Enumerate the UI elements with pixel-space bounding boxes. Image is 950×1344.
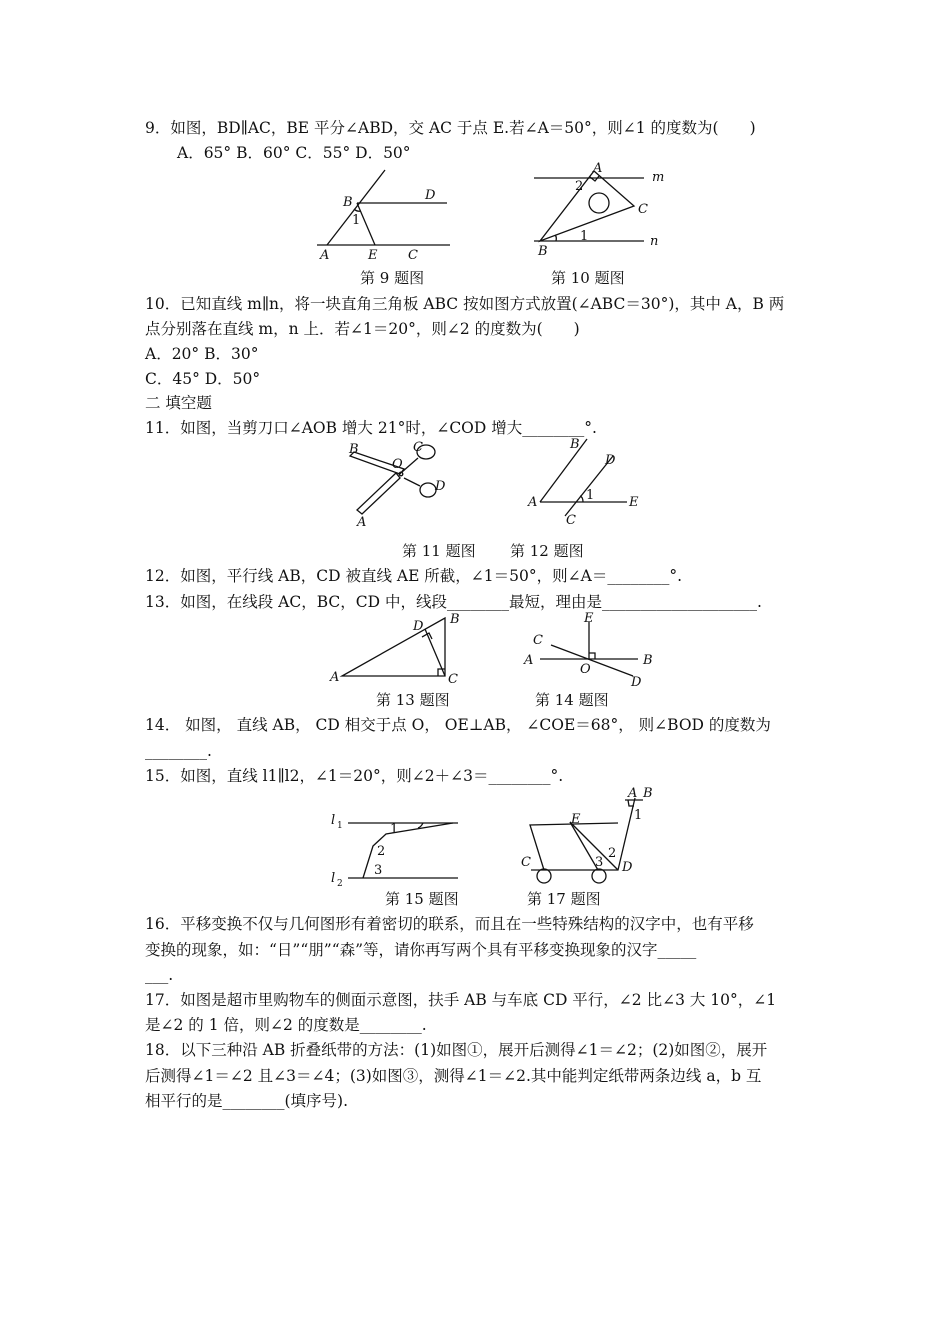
wheel-left — [537, 869, 551, 883]
figure-14 — [523, 610, 663, 690]
label-c: C — [408, 248, 418, 263]
q10-options-1: A．20° B．30° — [145, 345, 259, 363]
label-b: B — [538, 244, 548, 259]
angle-1-arc — [418, 823, 423, 828]
label-o: O — [580, 662, 591, 677]
label-c: C — [448, 672, 458, 687]
q18-line-1: 18．以下三种沿 AB 折叠纸带的方法：(1)如图①，展开后测得∠1＝∠2；(2)如图②，展开 — [145, 1041, 768, 1059]
caption-figure-12: 第 12 题图 — [510, 542, 584, 560]
label-a: A — [320, 248, 330, 263]
q18-line-3: 相平行的是________(填序号). — [145, 1092, 349, 1110]
label-3: 3 — [595, 855, 604, 870]
q15-stem: 15．如图，直线 l1∥l2，∠1＝20°，则∠2＋∠3＝________°. — [145, 767, 564, 785]
figure-17 — [515, 785, 660, 890]
label-b: B — [570, 437, 580, 452]
caption-figure-10: 第 10 题图 — [551, 269, 625, 287]
label-a: A — [528, 495, 538, 510]
label-m: m — [652, 170, 665, 185]
label-d: D — [425, 188, 436, 203]
q13-stem: 13．如图，在线段 AC，BC，CD 中，线段________最短，理由是____________________. — [145, 593, 762, 611]
label-d: D — [413, 619, 424, 634]
line-ab — [327, 170, 385, 245]
right-angle-mark — [589, 653, 595, 659]
figure-11 — [340, 440, 450, 530]
label-e: E — [571, 812, 581, 827]
label-l2: l — [331, 871, 336, 886]
label-2: 2 — [377, 844, 386, 859]
section-fill-in-heading: 二 填空题 — [145, 394, 212, 412]
triangle-abc — [342, 618, 445, 676]
figure-10 — [534, 163, 674, 263]
label-l1-sub: 1 — [337, 821, 343, 831]
caption-figure-9: 第 9 题图 — [360, 269, 425, 287]
label-1: 1 — [634, 808, 643, 823]
label-b: B — [343, 195, 353, 210]
blade-oa — [357, 473, 400, 514]
figure-9 — [315, 168, 455, 263]
q14-line-1: 14． 如图， 直线 AB， CD 相交于点 O， OE⊥AB， ∠COE＝68°， 则∠BOD 的度数为 — [145, 716, 771, 734]
label-d: D — [631, 675, 642, 690]
q17-line-1: 17．如图是超市里购物车的侧面示意图，扶手 AB 与车底 CD 平行，∠2 比∠3 大 10°，∠1 — [145, 991, 777, 1009]
label-c: C — [413, 440, 423, 455]
q18-line-2: 后测得∠1＝∠2 且∠3＝∠4；(3)如图③，测得∠1＝∠2.其中能判定纸带两条边线 a，b 互 — [145, 1067, 762, 1085]
q10-options-2: C．45° D．50° — [145, 370, 261, 388]
q16-line-3: ___. — [145, 966, 174, 984]
pivot — [399, 472, 403, 476]
q9-stem: 9．如图，BD∥AC，BE 平分∠ABD，交 AC 于点 E.若∠A＝50°，则∠1 的度数为( ) — [145, 119, 756, 137]
label-1: 1 — [352, 213, 361, 228]
caption-figure-17: 第 17 题图 — [527, 890, 601, 908]
label-b: B — [643, 786, 653, 801]
label-l2-sub: 2 — [337, 879, 343, 889]
label-c: C — [638, 202, 648, 217]
label-a: A — [524, 653, 534, 668]
caption-figure-11: 第 11 题图 — [402, 542, 476, 560]
angle-1-arc — [555, 235, 556, 241]
label-o: O — [392, 457, 403, 472]
label-2: 2 — [575, 179, 584, 194]
label-a: A — [357, 515, 367, 530]
cart-handle-frame — [531, 798, 635, 870]
q11-stem: 11．如图，当剪刀口∠AOB 增大 21°时，∠COD 增大________°. — [145, 419, 597, 437]
angle-1-arc — [580, 496, 583, 502]
label-b: B — [349, 442, 359, 457]
label-b: B — [450, 612, 460, 627]
figure-12 — [525, 434, 645, 529]
q17-line-2: 是∠2 的 1 倍，则∠2 的度数是________. — [145, 1016, 427, 1034]
label-3: 3 — [374, 863, 383, 878]
q14-line-2: ________. — [145, 742, 212, 760]
q10-line-1: 10．已知直线 m∥n，将一块直角三角板 ABC 按如图方式放置(∠ABC＝30°)，其中 A，B 两 — [145, 295, 785, 313]
label-a: A — [330, 670, 340, 685]
figure-13 — [330, 610, 470, 690]
label-d: D — [622, 860, 633, 875]
handle-ring-d — [420, 483, 436, 497]
label-l1: l — [331, 813, 336, 828]
q12-stem: 12．如图，平行线 AB，CD 被直线 AE 所截，∠1＝50°，则∠A＝________°. — [145, 567, 682, 585]
caption-figure-13: 第 13 题图 — [376, 691, 450, 709]
label-c: C — [533, 633, 543, 648]
q9-options: A．65° B．60° C．55° D．50° — [177, 144, 411, 162]
line-a-up — [540, 439, 587, 502]
line-cd — [551, 645, 633, 676]
label-a: A — [628, 786, 638, 801]
q16-line-1: 16．平移变换不仅与几何图形有着密切的联系，而且在一些特殊结构的汉字中，也有平移 — [145, 915, 754, 933]
label-b: B — [643, 653, 653, 668]
label-e: E — [584, 611, 594, 626]
figure-15 — [328, 810, 463, 890]
triangle-hole — [589, 193, 609, 213]
label-d: D — [435, 479, 446, 494]
label-a: A — [593, 161, 603, 176]
label-n: n — [650, 234, 659, 249]
label-1: 1 — [586, 488, 595, 503]
handle-arm-c — [402, 458, 418, 472]
label-d: D — [605, 453, 616, 468]
label-2: 2 — [608, 846, 617, 861]
label-e: E — [368, 248, 378, 263]
label-1: 1 — [390, 822, 399, 837]
label-1: 1 — [580, 229, 589, 244]
label-c: C — [566, 513, 576, 528]
wheel-right — [592, 869, 606, 883]
caption-figure-14: 第 14 题图 — [535, 691, 609, 709]
q16-line-2: 变换的现象，如：“日”“朋”“森”等，请你再写两个具有平移变换现象的汉字_____ — [145, 941, 697, 959]
caption-figure-15: 第 15 题图 — [385, 890, 459, 908]
right-angle-d — [422, 633, 432, 639]
label-e: E — [629, 495, 639, 510]
handle-arm-d — [404, 478, 420, 486]
label-c: C — [521, 855, 531, 870]
q10-line-2: 点分别落在直线 m，n 上．若∠1＝20°，则∠2 的度数为( ) — [145, 320, 580, 338]
